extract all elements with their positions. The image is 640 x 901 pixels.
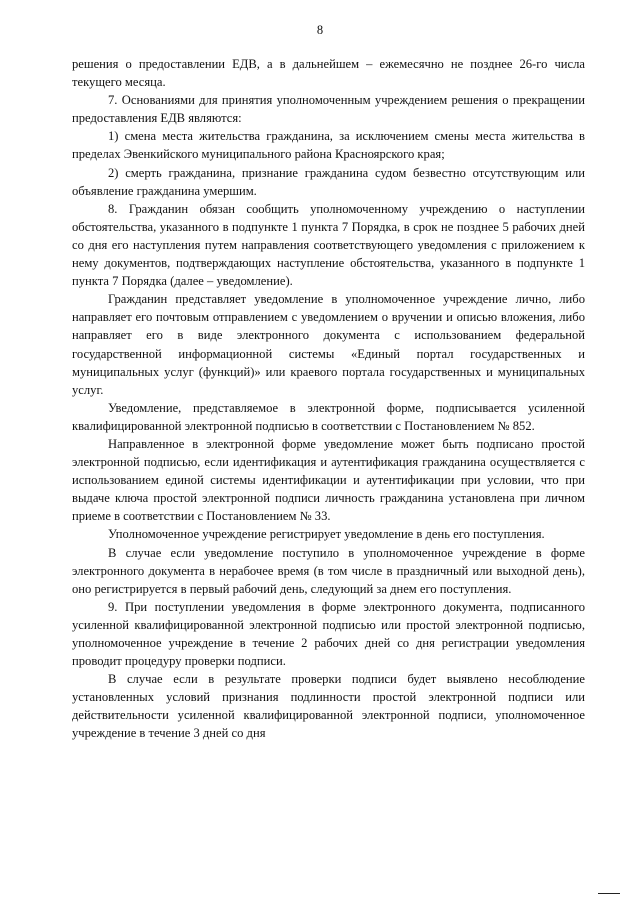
paragraph-registration: Уполномоченное учреждение регистрирует уведомление в день его поступления.	[108, 527, 545, 542]
paragraph-continuation: решения о предоставлении ЕДВ, а в дальнейшем – ежемесячно не позднее 26-го числа текущего месяца.	[72, 57, 585, 90]
paragraph-item-8: 8. Гражданин обязан сообщить уполномоченному учреждению о наступлении обстоятельства, указанного в подпункте 1 пункта 7 Порядка, в срок не позднее 5 рабочих дней со дня его наступления путем направления соответствующего уведомления с приложением к нему документов, подтверждающих наступление обстоятельства, указанного в подпункте 1 пункта 7 Порядка (далее – уведомление).	[72, 201, 585, 289]
paragraph-item-9: 9. При поступлении уведомления в форме электронного документа, подписанного усиленной квалифицированной электронной подписью или простой электронной подписью, уполномоченное учреждение в течение 2 рабочих дней со дня регистрации уведомления проводит процедуру проверки подписи.	[72, 599, 585, 669]
paragraph-simple-signature: Направленное в электронной форме уведомление может быть подписано простой электронной подписью, если идентификация и аутентификация гражданина осуществляется с использованием единой системы идентификации и аутентификации при условии, что при выдаче ключа простой электронной подписи личность гражданина установлена при личном приеме в соответствии с Постановлением № 33.	[72, 436, 585, 524]
paragraph-subitem-2: 2) смерть гражданина, признание гражданина судом безвестно отсутствующим или объявление гражданина умершим.	[72, 165, 585, 198]
document-body	[72, 55, 585, 743]
paragraph-subitem-1: 1) смена места жительства гражданина, за исключением смены места жительства в пределах Эвенкийского муниципального района Красноярского края;	[72, 129, 585, 162]
paragraph-signature-check: В случае если в результате проверки подписи будет выявлено несоблюдение установленных условий признания подлинности простой электронной подписи или действительности усиленной квалифицированной электронной подписи, уполномоченное учреждение в течение 3 дней со дня	[72, 672, 585, 741]
paragraph-item-7: 7. Основаниями для принятия уполномоченным учреждением решения о прекращении предоставления ЕДВ являются:	[72, 93, 585, 126]
paragraph-electronic-signature: Уведомление, представляемое в электронной форме, подписывается усиленной квалифицированной электронной подписью в соответствии с Постановлением № 852.	[72, 400, 585, 433]
page-number: 8	[316, 23, 324, 37]
paragraph-submission: Гражданин представляет уведомление в уполномоченное учреждение лично, либо направляет его почтовым отправлением с уведомлением о вручении и описью вложения, либо направляет его в виде электронного документа с использованием федеральной государственной информационной системы «Единый портал государственных и муниципальных услуг (функций)» или краевого портала государственных и муниципальных услуг.	[72, 292, 585, 397]
paragraph-nonworking-time: В случае если уведомление поступило в уполномоченное учреждение в форме электронного документа в нерабочее время (в том числе в праздничный или выходной день), оно регистрируется в первый рабочий день, следующий за днем его поступления.	[72, 545, 585, 596]
scan-edge-mark	[598, 893, 620, 894]
